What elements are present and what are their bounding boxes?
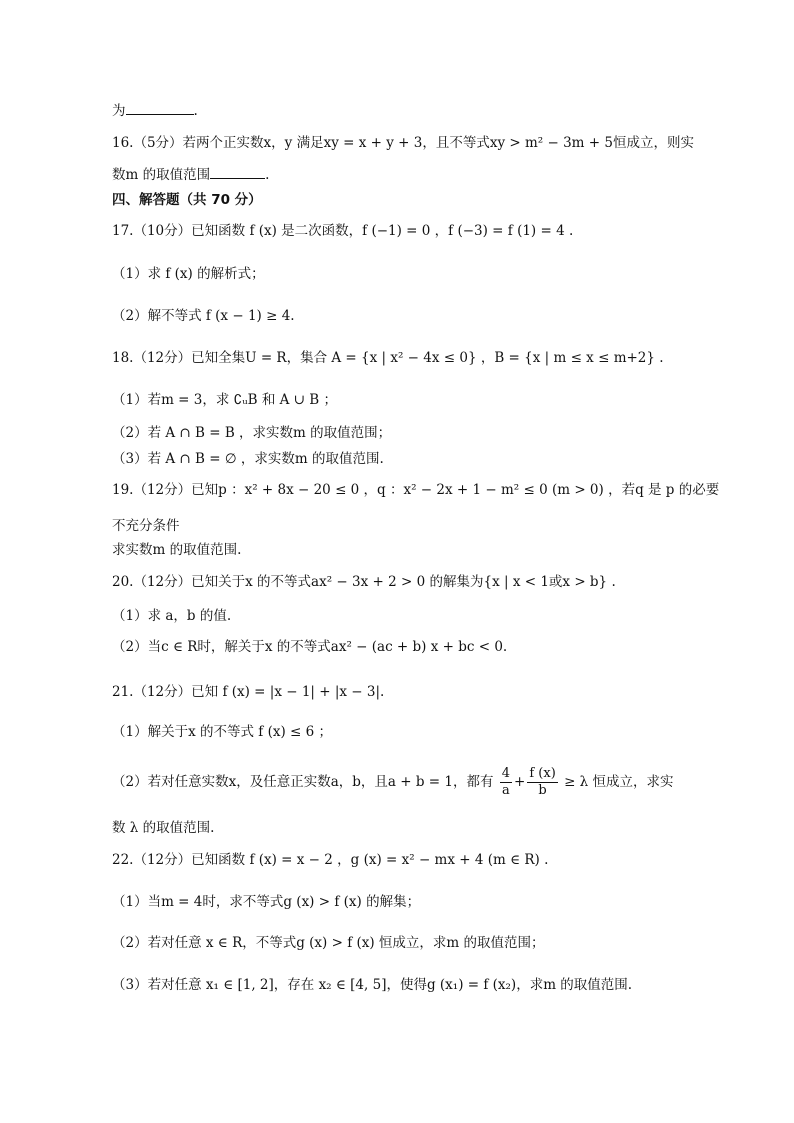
answer-blank[interactable] [126, 100, 194, 115]
q17-stem: 17.（10分）已知函数 f (x) 是二次函数，f (−1) = 0 ，f (−3) = f (1) = 4 . [112, 223, 574, 239]
q16-stem: 16.（5分）若两个正实数x，y 满足xy = x + y + 3，且不等式xy > m² − 3m + 5恒成立，则实 [112, 135, 694, 151]
q19-line2: 不充分条件 [112, 518, 180, 534]
fraction-denominator: b [538, 783, 547, 798]
q21-part2-after: ≥ λ 恒成立，求实 [564, 774, 674, 790]
q15-tail-text: 为 [112, 103, 126, 119]
fraction-numerator: f (x) [529, 766, 556, 781]
q16-line2 [112, 164, 269, 185]
q22-part1: （1）当m = 4时，求不等式g (x) > f (x) 的解集； [112, 894, 421, 910]
fraction-denominator: a [502, 783, 510, 798]
fraction-fx-over-b [527, 766, 557, 799]
q18-part2: （2）若 A ∩ B = B ，求实数m 的取值范围； [112, 425, 392, 441]
q15-tail-line [112, 100, 198, 121]
answer-blank[interactable] [210, 164, 265, 179]
plus-sign: + [514, 774, 526, 790]
q18-part1: （1）若m = 3，求 ∁ᵤB 和 A ∪ B ； [112, 392, 337, 408]
q19-line3: 求实数m 的取值范围. [112, 542, 242, 558]
q21-stem: 21.（12分）已知 f (x) = |x − 1| + |x − 3|. [112, 684, 385, 700]
q17-part2: （2）解不等式 f (x − 1) ≥ 4. [112, 308, 295, 324]
q21-part1: （1）解关于x 的不等式 f (x) ≤ 6 ； [112, 724, 332, 740]
q22-part3: （3）若对任意 x₁ ∈ [1, 2]，存在 x₂ ∈ [4, 5]，使得g (x₁) = f (x₂)，求m 的取值范围. [112, 977, 633, 993]
q21-part2 [112, 766, 674, 799]
fraction-4-over-a [500, 766, 512, 799]
q22-stem: 22.（12分）已知函数 f (x) = x − 2 ，g (x) = x² − mx + 4 (m ∈ R) . [112, 852, 549, 868]
fraction-numerator: 4 [501, 766, 511, 781]
q20-part1: （1）求 a，b 的值. [112, 608, 232, 624]
q18-stem: 18.（12分）已知全集U = R，集合 A = {x | x² − 4x ≤ 0} ，B = {x | m ≤ x ≤ m+2} . [112, 350, 664, 366]
q22-part2: （2）若对任意 x ∈ R，不等式g (x) > f (x) 恒成立，求m 的取值范围； [112, 935, 545, 951]
q15-tail-end: . [193, 103, 198, 119]
q21-part2-before: （2）若对任意实数x，及任意正实数a，b，且a + b = 1，都有 [112, 774, 494, 790]
q16-end: . [265, 167, 270, 183]
section-title: 四、解答题（共 70 分） [112, 192, 262, 208]
q16-line2-text: 数m 的取值范围 [112, 167, 211, 183]
q18-part3: （3）若 A ∩ B = ∅ ，求实数m 的取值范围. [112, 451, 384, 467]
q20-stem: 20.（12分）已知关于x 的不等式ax² − 3x + 2 > 0 的解集为{x | x < 1或x > b} . [112, 574, 616, 590]
q21-line3: 数 λ 的取值范围. [112, 820, 215, 836]
q17-part1: （1）求 f (x) 的解析式； [112, 266, 265, 282]
q19-stem: 19.（12分）已知p ：x² + 8x − 20 ≤ 0 ，q ：x² − 2x + 1 − m² ≤ 0 (m > 0) ，若q 是 p 的必要 [112, 482, 720, 498]
q20-part2: （2）当c ∈ R时，解关于x 的不等式ax² − (ac + b) x + bc < 0. [112, 639, 508, 655]
